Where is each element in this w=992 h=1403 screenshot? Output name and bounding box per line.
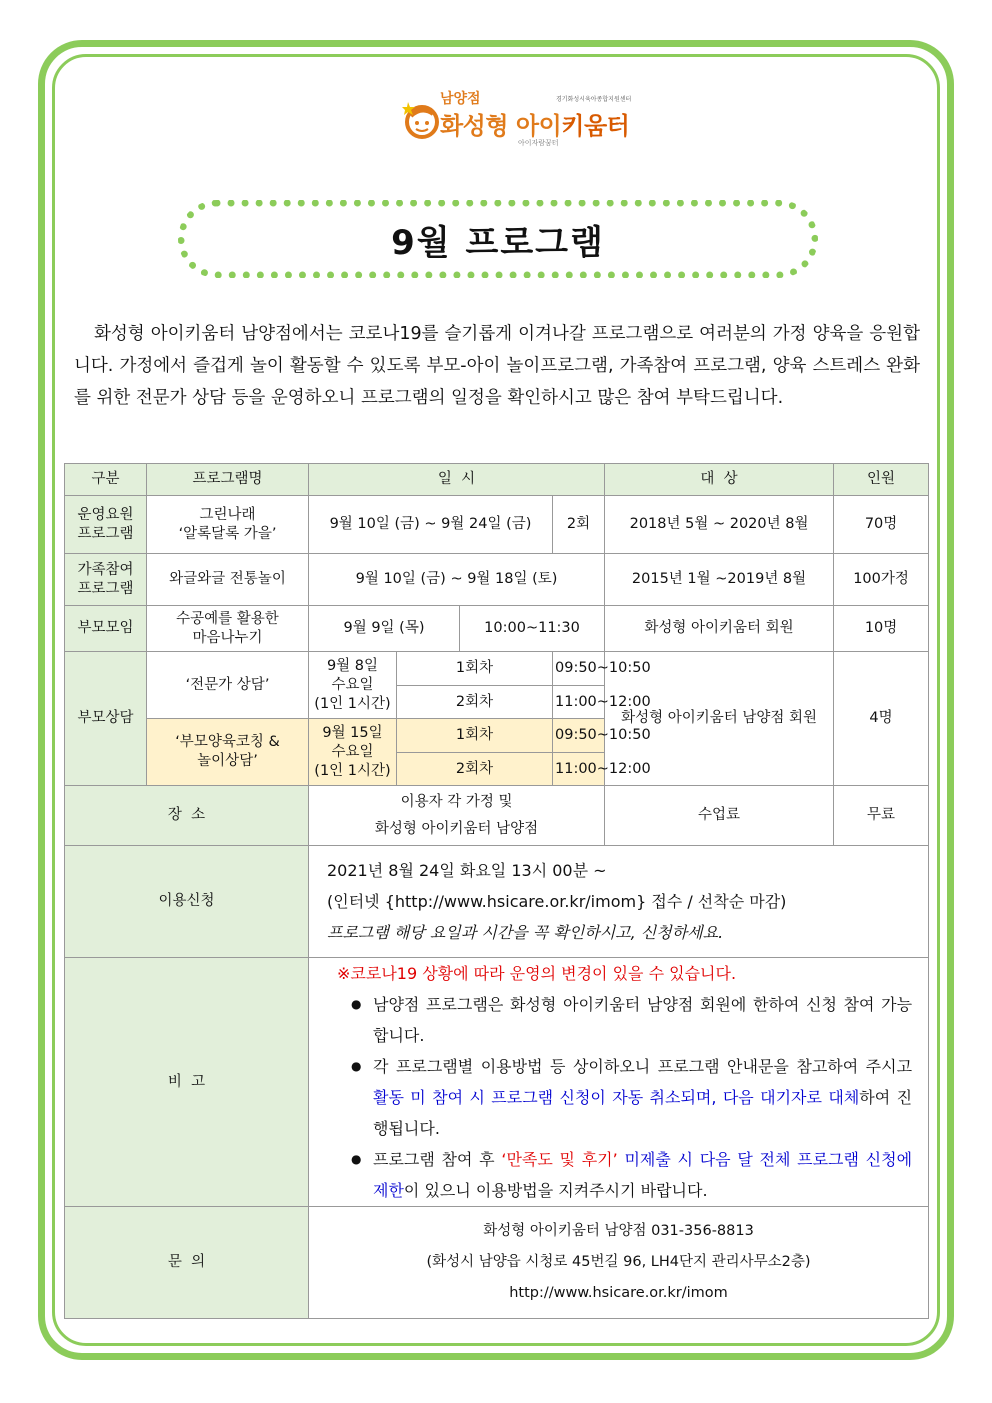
row2-capacity: 100가정: [834, 554, 929, 606]
apply-content: [309, 846, 929, 958]
row3-program: 수공예를 활용한 마음나누기: [147, 606, 309, 652]
row4-time-1: [553, 652, 651, 686]
contact-line-1: 화성형 아이키움터 남양점 031-356-8813: [483, 1223, 754, 1239]
row2-target: 2015년 1월 ~2019년 8월: [605, 554, 834, 606]
row4-session-1: 1회차: [397, 652, 553, 686]
row4-time-2: 11:00~12:00: [553, 686, 605, 719]
row1-count: 2회: [553, 496, 605, 554]
row3-date: 9월 9일 (목): [309, 606, 460, 652]
row2-category: 가족참여 프로그램: [65, 554, 147, 606]
note-list: [327, 989, 912, 1206]
header-capacity: 인원: [834, 464, 929, 496]
row2-program: 와글와글 전통놀이: [147, 554, 309, 606]
row4-capacity: 4명: [834, 652, 929, 786]
contact-url[interactable]: http://www.hsicare.or.kr/imom: [509, 1285, 728, 1301]
apply-line-2: (인터넷 {http://www.hsicare.or.kr/imom} 접수 / 선착순 마감): [327, 892, 787, 911]
row4-date-b: 9월 15일 수요일 (1인 1시간): [309, 719, 397, 786]
place-label: 장 소: [65, 786, 309, 846]
row4-program-a: ‘전문가 상담’: [147, 652, 309, 719]
apply-line-1: 2021년 8월 24일 화요일 13시 00분 ~: [327, 861, 607, 880]
note-item-2: [357, 1051, 912, 1144]
table-row: [65, 496, 929, 554]
note-item-2-a: 각 프로그램별 이용방법 등 상이하오니 프로그램 안내문을 참고하여 주시고: [373, 1057, 913, 1076]
row1-category: 운영요원 프로그램: [65, 496, 147, 554]
row3-capacity: 10명: [834, 606, 929, 652]
contact-label: 문 의: [65, 1207, 309, 1319]
row1-date: 9월 10일 (금) ~ 9월 24일 (금): [309, 496, 553, 554]
contact-content: [309, 1207, 929, 1319]
row4-date-a: 9월 8일 수요일 (1인 1시간): [309, 652, 397, 719]
row3-time: 10:00~11:30: [460, 606, 605, 652]
row4-time-3: 09:50~10:50: [553, 719, 605, 753]
page-title: 9월 프로그램: [391, 222, 605, 263]
note-item-3-d: 이 있으니 이용방법을 지켜주시기 바랍니다.: [403, 1181, 708, 1200]
program-table: [64, 463, 929, 1319]
logo-name: [440, 106, 629, 141]
logo-name-a: 화성형 아이: [440, 112, 562, 140]
header-program: 프로그램명: [147, 464, 309, 496]
note-item-1: ● 남양점 프로그램은 화성형 아이키움터 남양점 회원에 한하여 신청 참여 가능합니다.: [357, 989, 912, 1051]
apply-label: 이용신청: [65, 846, 309, 958]
note-content: [309, 958, 929, 1207]
row4-target: 화성형 아이키움터 남양점 회원: [605, 652, 834, 786]
row1-target: 2018년 5월 ~ 2020년 8월: [605, 496, 834, 554]
logo: [400, 88, 670, 154]
note-item-3: [357, 1144, 912, 1206]
row2-date: 9월 10일 (금) ~ 9월 18일 (토): [309, 554, 605, 606]
contact-line-2: (화성시 남양읍 시청로 45번길 96, LH4단지 관리사무소2층): [426, 1254, 811, 1270]
table-row: [65, 846, 929, 958]
note-item-3-c: 미제출 시 다음 달 전체 프로그램 신청에 제한: [373, 1150, 913, 1200]
fee-label: 수업료: [605, 786, 834, 846]
header-date: 일 시: [309, 464, 605, 496]
note-warning: ※코로나19 상황에 따라 운영의 변경이 있을 수 있습니다.: [337, 964, 737, 983]
note-item-3-b: ‘만족도 및 후기’: [501, 1150, 618, 1169]
intro-paragraph: 화성형 아이키움터 남양점에서는 코로나19를 슬기롭게 이겨나갈 프로그램으로 여러분의 가정 양육을 응원합니다. 가정에서 즐겁게 놀이 활동할 수 있도록 부모-아이 놀이프로그램, 가족참여 프로그램, 양육 스트레스 완화를 위한 전문가 상담 등을 운영하오니 프로그램의 일정을 확인하시고 많은 참여 부탁드립니다.: [74, 324, 920, 408]
logo-org: 경기화성시육아종합지원센터: [556, 96, 632, 103]
fee-value: 무료: [834, 786, 929, 846]
row4-session-3: 1회차: [397, 719, 553, 753]
table-row: [65, 1207, 929, 1319]
table-row: [65, 958, 929, 1207]
table-row: [65, 786, 929, 846]
logo-name-b: 키움터: [561, 112, 630, 140]
table-row: [65, 652, 929, 686]
note-item-2-b: 활동 미 참여 시 프로그램 신청이 자동 취소되며, 다음 대기자로 대체: [373, 1088, 860, 1107]
logo-branch: 남양점: [440, 91, 481, 107]
note-item-2-c: 하여 진행됩니다.: [373, 1088, 913, 1138]
table-header-row: [65, 464, 929, 496]
table-row: [65, 606, 929, 652]
title-box: [178, 200, 818, 278]
row1-program: 그린나래 ‘알록달록 가을’: [147, 496, 309, 554]
note-label: 비 고: [65, 958, 309, 1207]
note-item-3-a: 프로그램 참여 후: [373, 1150, 502, 1169]
row3-target: 화성형 아이키움터 회원: [605, 606, 834, 652]
table-row: [65, 554, 929, 606]
apply-line-3: 프로그램 해당 요일과 시간을 꼭 확인하시고, 신청하세요.: [327, 923, 724, 942]
row4-category: 부모상담: [65, 652, 147, 786]
row4-session-2: 2회차: [397, 686, 553, 719]
row4-session-4: 2회차: [397, 753, 553, 786]
child-face-icon: [402, 100, 442, 140]
place-value: 이용자 각 가정 및 화성형 아이키움터 남양점: [309, 786, 605, 846]
row3-category: 부모모임: [65, 606, 147, 652]
row4-time-1-text: 09:50~10:50: [555, 660, 651, 676]
row4-program-b: ‘부모양육코칭 & 놀이상담’: [147, 719, 309, 786]
logo-tagline: 아이자람꿈터: [518, 139, 559, 147]
header-category: 구분: [65, 464, 147, 496]
row4-time-4: 11:00~12:00: [553, 753, 605, 786]
row1-capacity: 70명: [834, 496, 929, 554]
header-target: 대 상: [605, 464, 834, 496]
